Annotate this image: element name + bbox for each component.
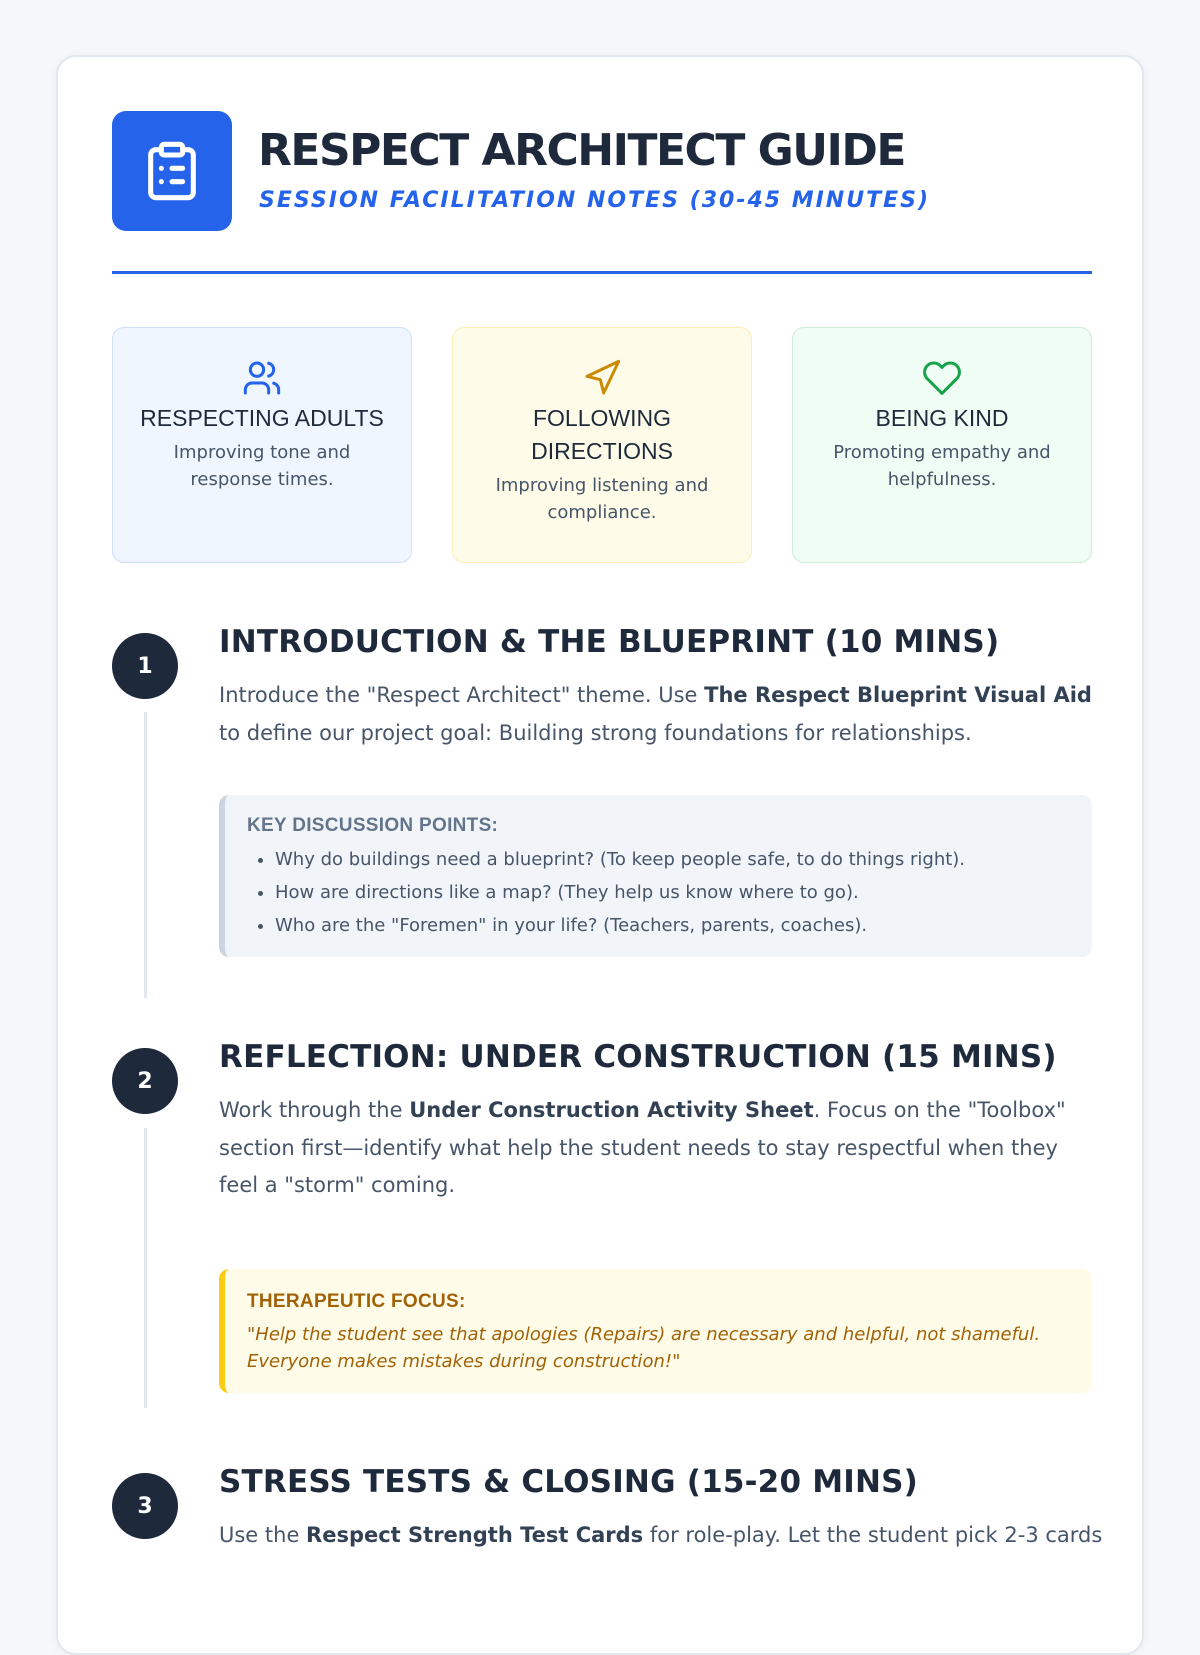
step-number-badge: 2 [112, 1048, 178, 1114]
users-icon [113, 356, 411, 400]
timeline-connector [144, 712, 147, 998]
goal-title: FOLLOWING DIRECTIONS [531, 405, 673, 464]
goal-card-respecting-adults [112, 327, 412, 563]
section-title: REFLECTION: UNDER CONSTRUCTION (15 MINS) [219, 1039, 1057, 1075]
focus-quote: "Help the student see that apologies (Repairs) are necessary and helpful, not shameful. Everyone makes mistakes during construction!" [247, 1324, 1041, 1372]
body-text: for role-play. Let the student pick 2-3 cards [643, 1523, 1103, 1547]
step-number-badge: 1 [112, 633, 178, 699]
note-title: KEY DISCUSSION POINTS: [247, 815, 499, 836]
section-body [219, 677, 1099, 752]
discussion-points-box [219, 795, 1092, 957]
goal-title: BEING KIND [875, 405, 1009, 431]
goal-card-following-directions [452, 327, 752, 563]
list-item: • Who are the "Foremen" in your life? (Teachers, parents, coaches). [275, 909, 1068, 942]
timeline-connector [144, 1128, 147, 1408]
goal-description: Promoting empathy and helpfulness. [833, 442, 1051, 490]
list-item: • Why do buildings need a blueprint? (To keep people safe, to do things right). [275, 843, 1068, 876]
resource-name: Under Construction Activity Sheet [409, 1098, 814, 1122]
goal-description: Improving listening and compliance. [495, 475, 709, 523]
header [112, 111, 1092, 231]
goal-description: Improving tone and response times. [173, 442, 351, 490]
body-text: to define our project goal: Building strong foundations for relationships. [219, 720, 972, 745]
goal-card-being-kind [792, 327, 1092, 563]
section-body [219, 1092, 1099, 1205]
list-item: • How are directions like a map? (They help us know where to go). [275, 876, 1068, 909]
note-title: THERAPEUTIC FOCUS: [247, 1291, 466, 1312]
therapeutic-focus-box [219, 1269, 1092, 1393]
body-text: . Focus on the "Toolbox" section first—identify what help the student needs to stay respectful when they feel a "storm" coming. [219, 1098, 1066, 1197]
discussion-list [247, 843, 1068, 942]
resource-name: The Respect Blueprint Visual Aid [704, 683, 1092, 707]
goal-title: RESPECTING ADULTS [140, 405, 384, 431]
page-subtitle: SESSION FACILITATION NOTES (30-45 MINUTES) [259, 188, 931, 213]
section-body [219, 1517, 1103, 1555]
section-title: STRESS TESTS & CLOSING (15-20 MINS) [219, 1464, 919, 1500]
section-title: INTRODUCTION & THE BLUEPRINT (10 MINS) [219, 624, 1000, 660]
heart-icon [793, 356, 1091, 400]
body-text: Work through the [219, 1098, 410, 1122]
navigation-icon [453, 356, 751, 400]
body-text: Introduce the "Respect Architect" theme. Use [219, 683, 705, 707]
resource-name: Respect Strength Test Cards [306, 1523, 644, 1547]
guide-card [56, 55, 1144, 1655]
body-text: Use the [219, 1523, 307, 1547]
step-number-badge: 3 [112, 1473, 178, 1539]
clipboard-icon [112, 111, 232, 231]
header-divider [112, 271, 1092, 274]
page-title: RESPECT ARCHITECT GUIDE [258, 125, 905, 176]
